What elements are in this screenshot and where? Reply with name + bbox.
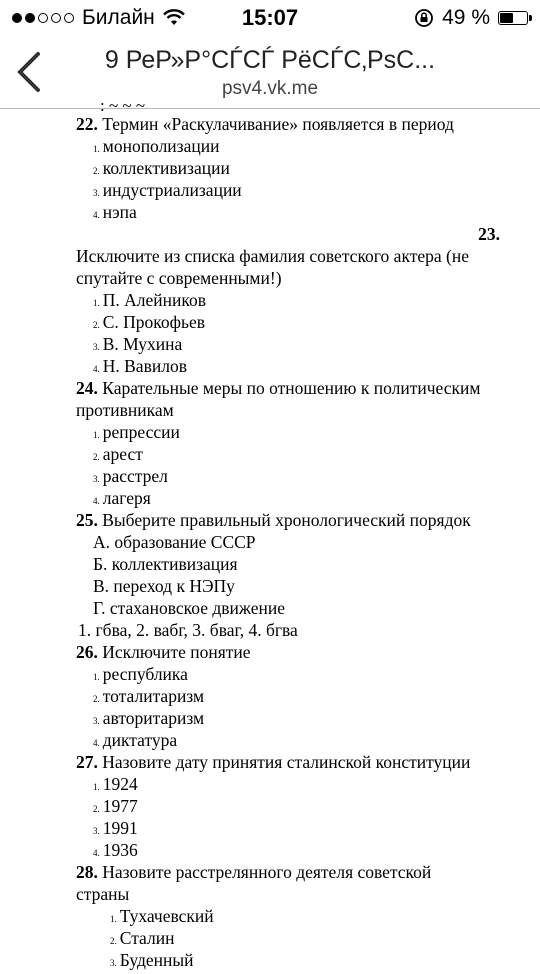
- list-item: 2. арест: [93, 444, 143, 464]
- question-24: 24. Карательные меры по отношению к политическим: [76, 378, 481, 398]
- list-item: 4. лагеря: [93, 488, 151, 508]
- list-item: 4. диктатура: [93, 730, 178, 750]
- list-item: 1. Тухачевский: [110, 906, 214, 926]
- question-23-cont: спутайте с современными!): [76, 268, 282, 288]
- clock: 15:07: [241, 5, 299, 30]
- list-item: 1. республика: [93, 664, 188, 684]
- page-url: psv4.vk.me: [221, 78, 319, 99]
- list-item: 3. авторитаризм: [93, 708, 205, 728]
- cut-off-text: : ~ ~ ~: [100, 96, 146, 115]
- question-27: 27. Назовите дату принятия сталинской конституции: [76, 752, 471, 772]
- rotation-lock-icon: [414, 8, 434, 28]
- page-title: 9 РеР»Р°СЃСЃ РёСЃС‚РѕС...: [104, 46, 436, 74]
- list-item: 2. Сталин: [110, 928, 175, 948]
- list-item: 1. П. Алейников: [93, 290, 206, 310]
- battery-percent: 49 %: [442, 6, 490, 29]
- question-25: 25. Выберите правильный хронологический порядок: [76, 510, 471, 530]
- list-item: 1. монополизации: [93, 136, 220, 156]
- list-item: 2. С. Прокофьев: [93, 312, 206, 332]
- status-right: [414, 6, 528, 30]
- list-item: 3. Буденный: [110, 950, 194, 970]
- list-item: В. переход к НЭПу: [93, 576, 235, 596]
- list-item: 4. 1936: [93, 840, 138, 860]
- list-item: Г. стахановское движение: [93, 598, 285, 618]
- document-content: [0, 96, 540, 970]
- list-item: 3. 1991: [93, 818, 138, 838]
- question-23-number: 23.: [478, 224, 500, 244]
- list-item: 2. коллективизации: [93, 158, 230, 178]
- list-item: 4. Н. Вавилов: [93, 356, 187, 376]
- list-item: А. образование СССР: [93, 532, 256, 552]
- question-23: Исключите из списка фамилия советского актера (не: [76, 246, 469, 266]
- list-item: 3. В. Мухина: [93, 334, 183, 354]
- battery-icon: [498, 11, 528, 25]
- nav-bar: [0, 36, 540, 109]
- question-28-cont: страны: [76, 884, 130, 904]
- carrier-name: Билайн: [82, 6, 155, 29]
- status-bar: [0, 0, 540, 36]
- question-22: 22. Термин «Раскулачивание» появляется в период: [76, 114, 454, 134]
- list-item: 1. репрессии: [93, 422, 180, 442]
- answer-options: 1. гбва, 2. вабг, 3. бваг, 4. бгва: [78, 620, 298, 640]
- question-28: 28. Назовите расстрелянного деятеля советской: [76, 862, 432, 882]
- list-item: Б. коллективизация: [93, 554, 238, 574]
- list-item: 4. нэпа: [93, 202, 137, 222]
- list-item: 1. 1924: [93, 774, 138, 794]
- question-26: 26. Исключите понятие: [76, 642, 251, 662]
- list-item: 2. 1977: [93, 796, 138, 816]
- list-item: 3. индустриализации: [93, 180, 242, 200]
- list-item: 3. расстрел: [93, 466, 168, 486]
- list-item: 2. тоталитаризм: [93, 686, 205, 706]
- question-24-cont: противникам: [76, 400, 174, 420]
